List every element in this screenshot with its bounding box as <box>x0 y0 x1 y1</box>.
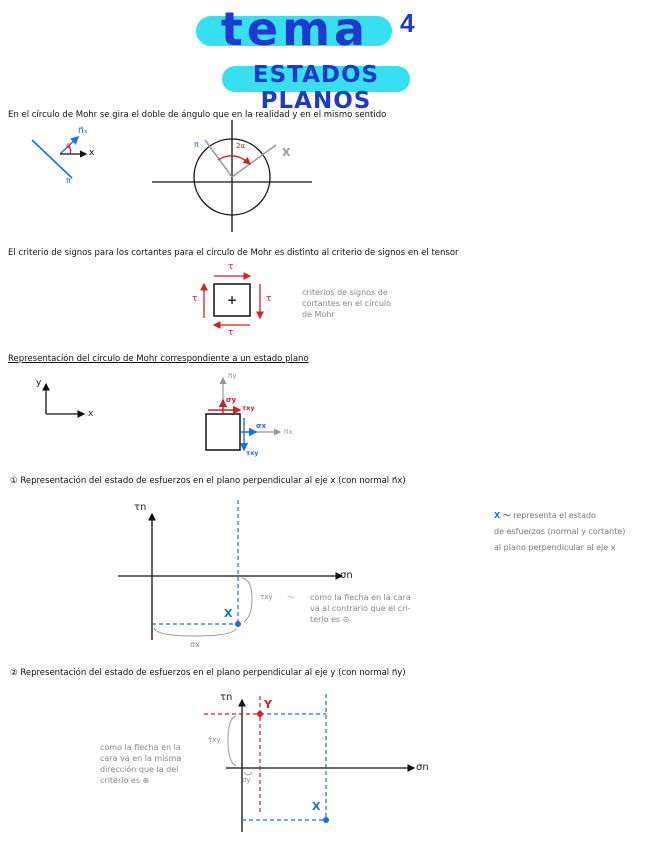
point-y-label: Y <box>264 698 272 711</box>
right-note <box>494 508 625 556</box>
y-note <box>100 742 181 786</box>
mohr-circle-diagram <box>152 120 312 232</box>
sigma-y-label-2: σy <box>242 776 251 784</box>
plot-y-plane <box>204 694 414 832</box>
point-x2-label: X <box>312 800 321 813</box>
ii-radius <box>205 140 232 177</box>
tau-n-label-2: τn <box>220 692 233 703</box>
note-line-1: criterios de signos de <box>302 288 388 297</box>
sigma-brace-1 <box>154 628 236 636</box>
right-note-line-1 <box>494 508 625 524</box>
section1-text: En el círculo de Mohr se gira el doble de ángulo que en la realidad y en el mismo sentido <box>8 110 387 120</box>
x-label: x <box>89 148 95 158</box>
section5-heading <box>10 668 406 678</box>
section2-text: El criterio de signos para los cortantes para el círculo de Mohr es distinto al criterio de signos en el tensor <box>8 248 459 258</box>
ii-label-circle: π <box>194 140 199 149</box>
xy-axes <box>46 384 84 414</box>
right-note-text-1: representa el estado <box>513 511 596 520</box>
tau-xy-label-1: τxy <box>260 593 273 601</box>
title-number: 4 <box>400 8 415 38</box>
note-line-2: cortantes en el círculo <box>302 299 392 308</box>
y-note-line-2: cara va en la misma <box>100 754 182 763</box>
right-note-line-3: al plano perpendicular al eje x <box>494 543 616 552</box>
y-note-line-4: criterio es ⊕ <box>100 776 150 785</box>
x-note-line-1: como la flecha en la cara <box>310 593 411 602</box>
circled-two: ② <box>10 668 18 678</box>
sigma-x-label: σx <box>256 422 266 430</box>
section5-heading-text: Representación del estado de esfuerzos en el plano perpendicular al eje y (con normal n⃗y) <box>20 668 406 678</box>
x-note <box>310 592 411 625</box>
tau-top-label: τ <box>228 262 234 272</box>
circled-one: ① <box>10 476 18 486</box>
section3-heading: Representación del círculo de Mohr correspondiente a un estado plano <box>8 354 309 364</box>
note-line-3: de Mohr <box>302 310 335 319</box>
sigma-n-label-1: σn <box>340 570 353 581</box>
x-note-line-2: va al contrario que el cri- <box>310 604 411 613</box>
section4-heading <box>10 476 406 486</box>
normal-label: n⃗ₓ <box>78 126 88 136</box>
tau-brace-2 <box>228 716 236 766</box>
point-y <box>257 711 263 717</box>
element-square-2 <box>206 414 240 450</box>
point-x <box>235 621 241 627</box>
section4-heading-text: Representación del estado de esfuerzos en el plano perpendicular al eje x (con normal n⃗x) <box>20 476 406 486</box>
point-x2 <box>323 817 329 823</box>
plane-element <box>206 378 280 450</box>
right-note-x: X <box>494 511 501 520</box>
ii-label-left: π <box>66 176 71 185</box>
title-text: tema <box>220 2 370 56</box>
axis-x-label: x <box>88 409 94 419</box>
tau-xy-right-label: τxy <box>246 449 259 457</box>
right-note-wave: 〜 <box>502 511 511 520</box>
y-note-line-1: como la flecha en la <box>100 743 181 752</box>
rotation-diagram <box>32 137 86 178</box>
plus-sign: + <box>227 293 238 307</box>
sign-criteria-note <box>302 287 391 320</box>
tau-n-label-1: τn <box>134 502 147 513</box>
x-note-line-3: terio es ⊝ <box>310 615 350 624</box>
tau-brace-1 <box>242 578 252 622</box>
angle-label: α <box>66 141 72 150</box>
point-x-label: X <box>224 607 233 620</box>
wave-1: 〜 <box>287 593 295 602</box>
tau-xy-top-label: τxy <box>242 404 255 412</box>
tau-left-label: τ <box>192 294 198 304</box>
subtitle: ESTADOS PLANOS <box>252 62 380 114</box>
y-note-line-3: dirección que la del <box>100 765 179 774</box>
tau-right-label: τ <box>266 294 272 304</box>
tau-bottom-label: τ <box>228 328 234 338</box>
sigma-brace-2 <box>244 772 252 775</box>
sigma-n-label-2: σn <box>416 762 429 773</box>
double-angle-label: 2α <box>236 142 246 150</box>
ny-label: n⃗y <box>228 372 237 380</box>
double-angle-arc <box>218 156 250 164</box>
x-point-label-circle: X <box>282 146 291 159</box>
axis-y-label: y <box>36 378 42 388</box>
right-note-line-2: de esfuerzos (normal y cortante) <box>494 527 626 536</box>
sigma-y-label: σy <box>226 396 237 404</box>
tau-xy-label-2: τxy <box>208 736 221 744</box>
sigma-x-label-1: σx <box>190 640 200 649</box>
nx-label: n⃗x <box>284 428 293 436</box>
